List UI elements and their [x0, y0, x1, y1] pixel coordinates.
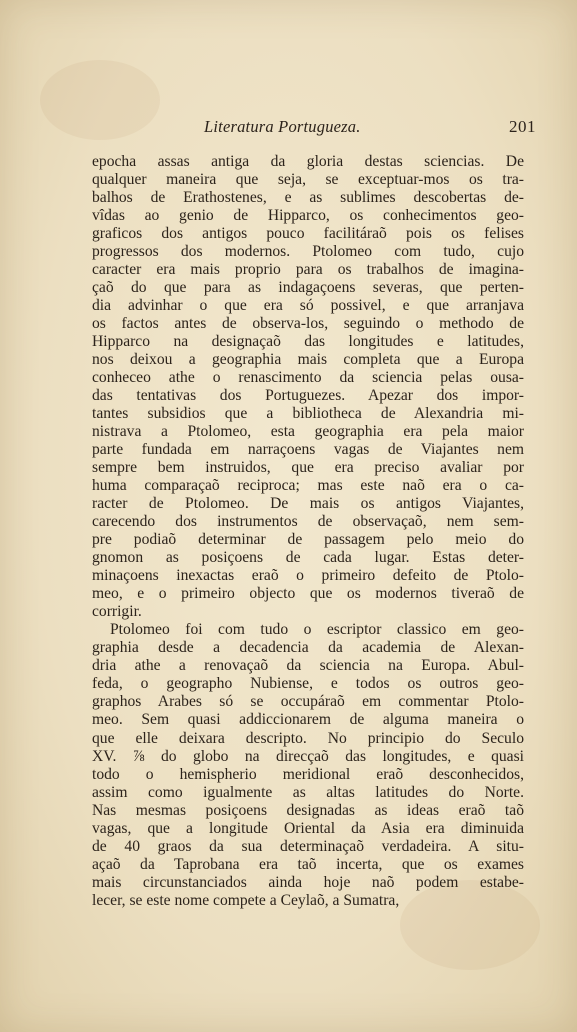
text-line: lecer, se este nome compete a Ceylaõ, a Sumatra, [92, 891, 400, 909]
text-line: vagas, que a longitude Oriental da Asia era diminuida [92, 819, 524, 837]
text-line: dria athe a renovaçaõ da sciencia na Europa. Abul- [92, 657, 524, 675]
text-line: nistrava a Ptolomeo, esta geographia era pela maior [92, 423, 524, 441]
text-line: parte fundada em narraçoens vagas de Viajantes nem [92, 441, 524, 459]
text-line: sempre bem instruidos, que era preciso avaliar por [92, 459, 524, 477]
text-line: açaõ da Taprobana era taõ incerta, que os exames [92, 855, 524, 873]
text-line: Ptolomeo foi com tudo o escriptor classico em geo- [110, 621, 524, 639]
text-line: huma comparaçaõ reciproca; mas este naõ era o ca- [92, 477, 524, 495]
running-title: Literatura Portugueza. [204, 117, 361, 136]
text-line: pre podiaõ determinar de passagem pelo meio do [92, 531, 524, 549]
body-text [92, 153, 524, 910]
text-line: Hipparco na designaçaõ das longitudes e latitudes, [92, 333, 524, 351]
paragraph [92, 153, 524, 621]
text-line: mais circunstanciados ainda hoje naõ podem estabe- [92, 873, 524, 891]
text-line: progressos dos modernos. Ptolomeo com tudo, cujo [92, 243, 524, 261]
text-line: balhos de Erathostenes, e as sublimes descobertas de- [92, 189, 524, 207]
text-line: que elle deixara descripto. No principio do Seculo [92, 729, 524, 747]
text-line: meo, e o primeiro objecto que os modernos tiveraõ de [92, 585, 524, 603]
text-line: os factos antes de observa-los, seguindo o methodo de [92, 315, 524, 333]
text-line: assim como igualmente as altas latitudes do Norte. [92, 783, 524, 801]
text-line: graphia desde a decadencia da academia de Alexan- [92, 639, 524, 657]
text-line: carecendo dos instrumentos de observaçaõ, nem sem- [92, 513, 524, 531]
text-line: vîdas ao genio de Hipparco, os conhecimentos geo- [92, 207, 524, 225]
text-line: tantes subsidios que a bibliotheca de Alexandria mi- [92, 405, 524, 423]
text-line: nos deixou a geographia mais completa que a Europa [92, 351, 524, 369]
text-line: meo. Sem quasi addiccionarem de alguma maneira o [92, 711, 524, 729]
text-line: minaçoens inexactas eraõ o primeiro defeito de Ptolo- [92, 567, 524, 585]
text-line: conheceo athe o renascimento da sciencia pelas ousa- [92, 369, 524, 387]
text-line: XV. ⅞ do globo na direcçaõ das longitudes, e quasi [92, 747, 524, 765]
text-line: racter de Ptolomeo. De mais os antigos Viajantes, [92, 495, 524, 513]
text-line: qualquer maneira que seja, se exceptuar-mos os tra- [92, 171, 524, 189]
text-line: caracter era mais proprio para os trabalhos de imagina- [92, 261, 524, 279]
text-line: epocha assas antiga da gloria destas sciencias. De [92, 153, 524, 170]
text-line: de 40 graos da sua determinaçaõ verdadeira. A situ- [92, 837, 524, 855]
text-line: das tentativas dos Portuguezes. Apezar dos impor- [92, 387, 524, 405]
text-line: feda, o geographo Nubiense, e todos os outros geo- [92, 675, 524, 693]
text-line: graphos Arabes só se occupáraõ em commentar Ptolo- [92, 693, 524, 711]
text-line: todo o hemispherio meridional eraõ desconhecidos, [92, 765, 524, 783]
page-header [86, 117, 544, 139]
paragraph [92, 621, 524, 909]
text-line: dia advinhar o que era só possivel, e que arranjava [92, 297, 524, 315]
text-line: graficos dos antigos pouco facilitáraõ pois os felises [92, 225, 524, 243]
text-line: Nas mesmas posiçoens designadas as ideas eraõ taõ [92, 801, 524, 819]
text-line: gnomon as posiçoens de cada lugar. Estas deter- [92, 549, 524, 567]
text-line: corrigir. [92, 603, 142, 621]
page-number: 201 [509, 117, 536, 136]
text-line: çaõ do que para as indagaçoens severas, que perten- [92, 279, 524, 297]
